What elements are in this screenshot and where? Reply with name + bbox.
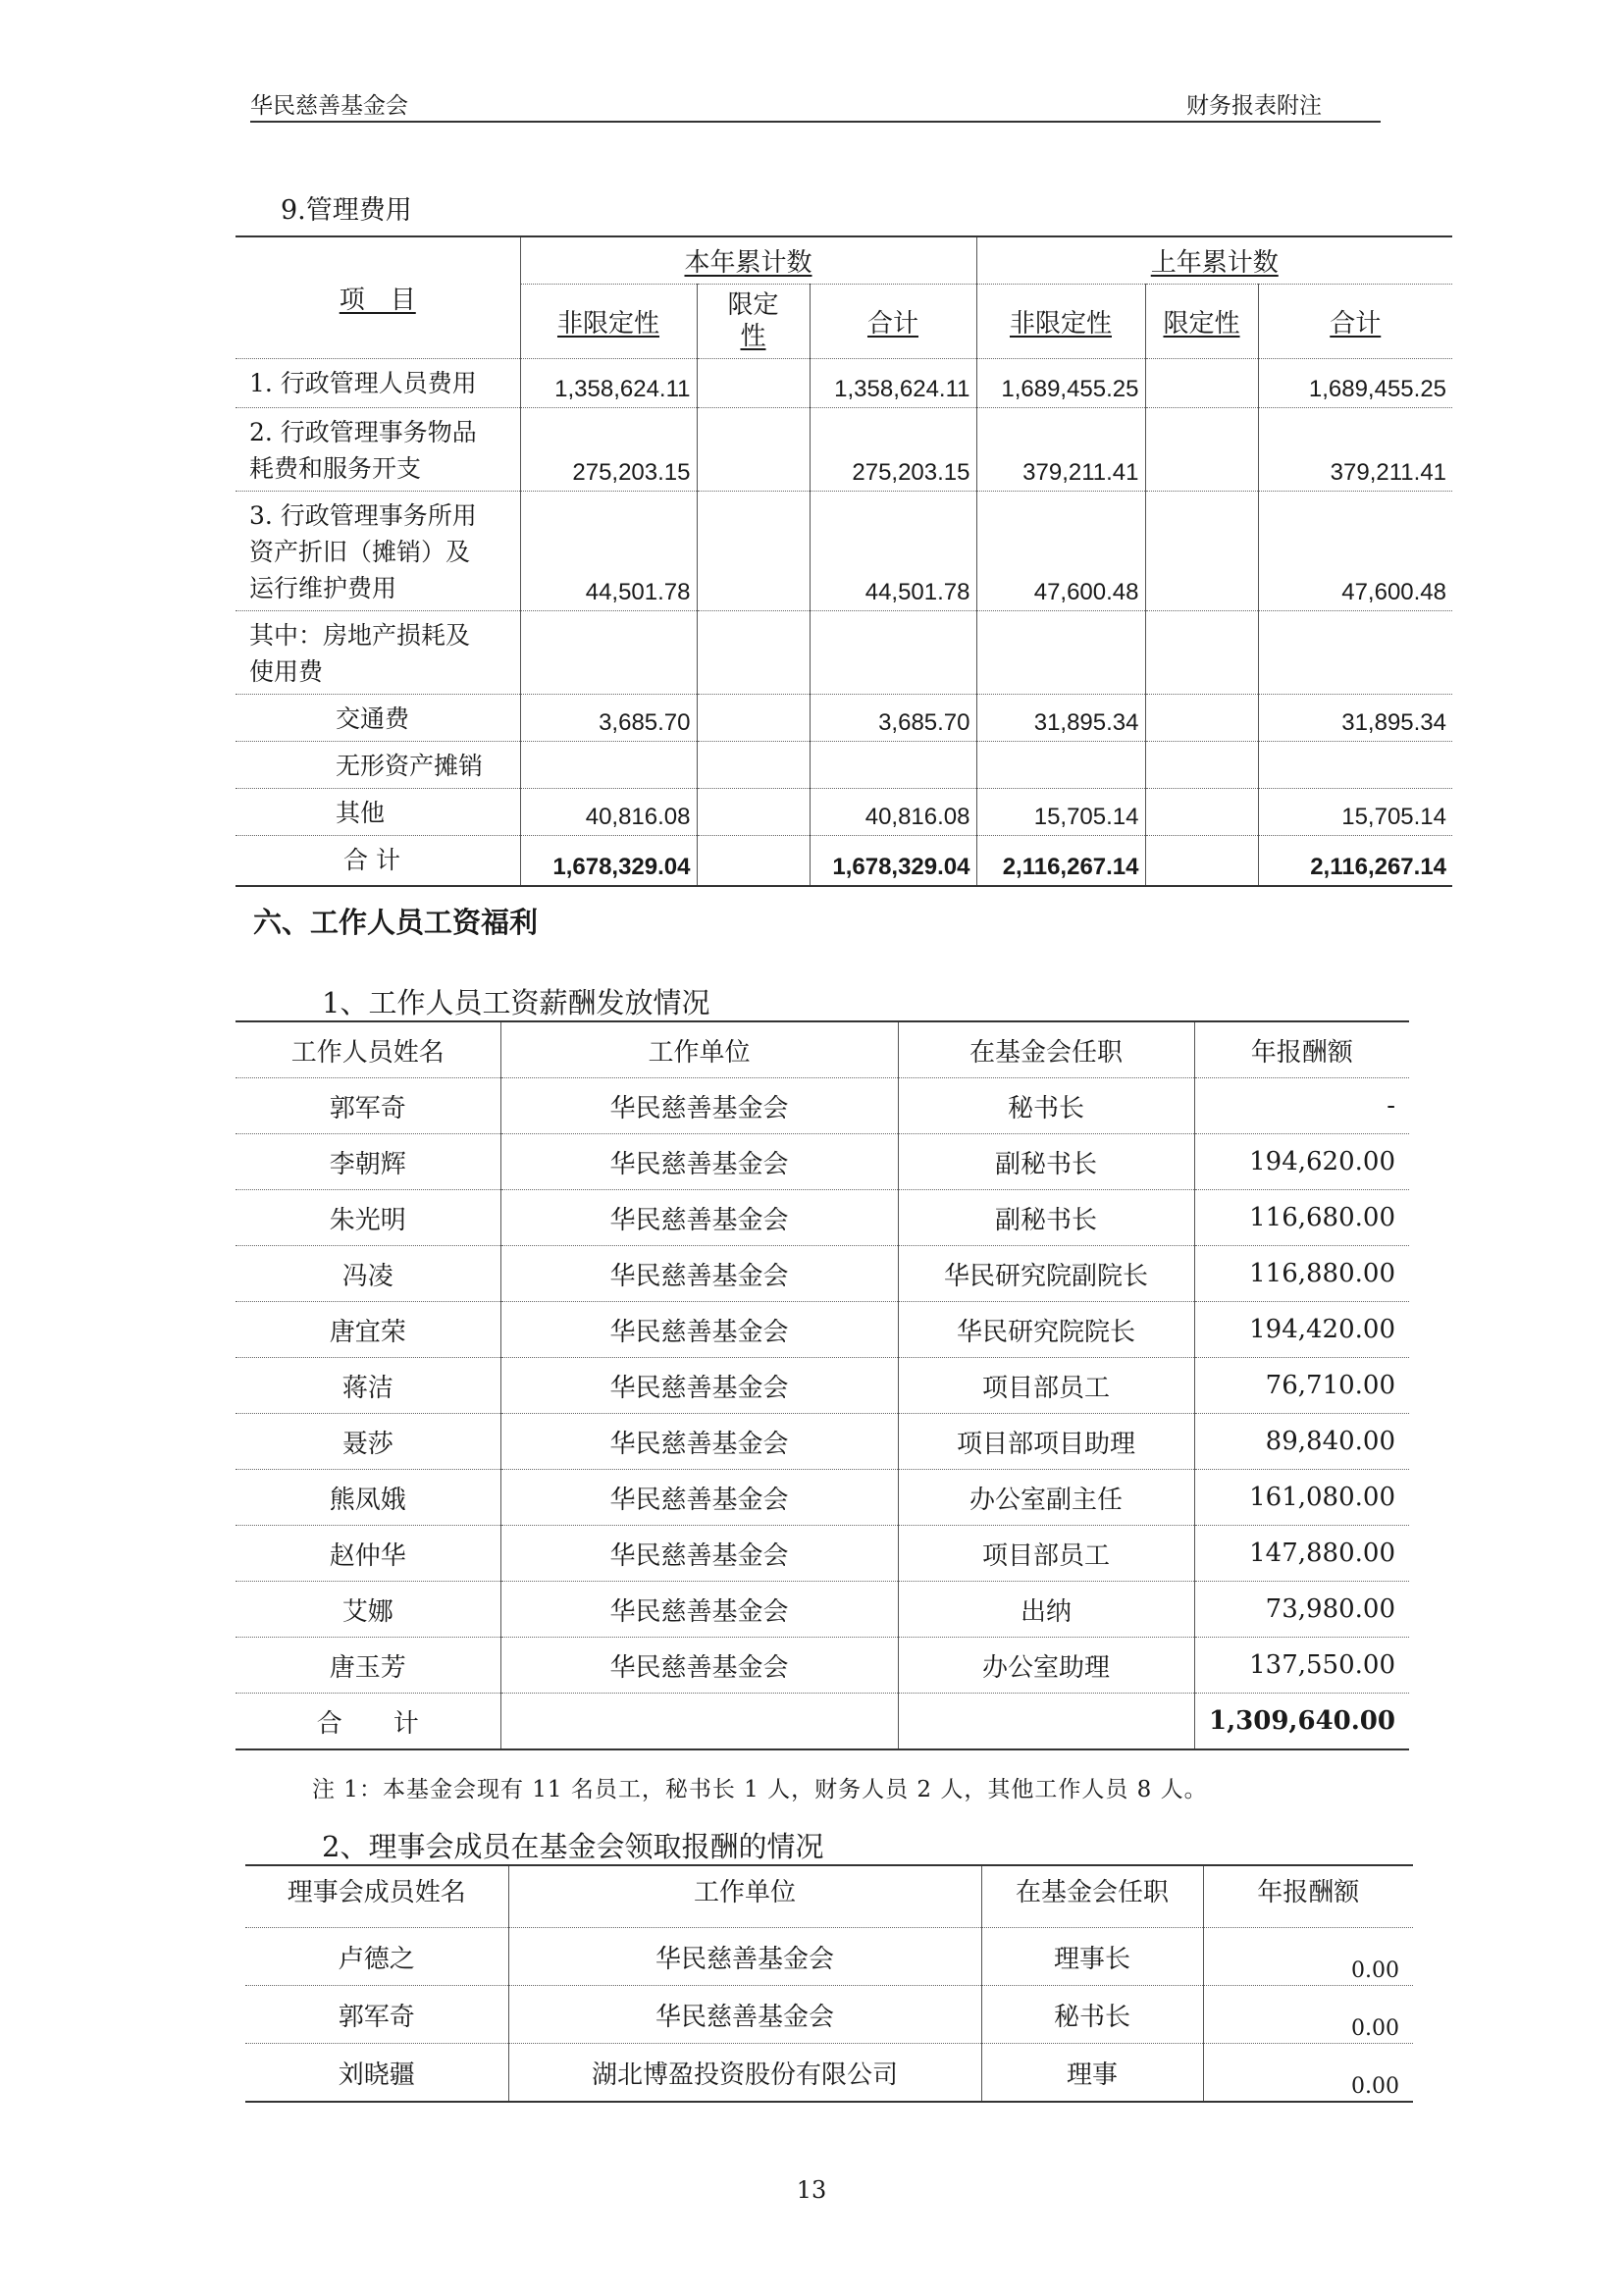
table-row: 刘晓疆 湖北博盈投资股份有限公司 理事 0.00 (245, 2044, 1413, 2103)
col-pri-restricted: 限定性 (1145, 284, 1258, 358)
mgmt-expense-title: 9.管理费用 (281, 195, 412, 226)
total-row: 合 计 1,309,640.00 (236, 1694, 1409, 1750)
table-row: 李朝辉 华民慈善基金会 副秘书长 194,620.00 (236, 1134, 1409, 1190)
group-prior-label: 上年累计数 (1150, 247, 1279, 278)
col-item-header: 项 目 (236, 236, 520, 358)
table-row: 无形资产摊销 (236, 741, 1452, 788)
table-row: 聂莎 华民慈善基金会 项目部项目助理 89,840.00 (236, 1414, 1409, 1470)
header-work-unit: 工作单位 (508, 1865, 981, 1928)
board-pay-title: 2、理事会成员在基金会领取报酬的情况 (322, 1830, 824, 1863)
header-annual-pay: 年报酬额 (1203, 1865, 1413, 1928)
section-six-title: 六、工作人员工资福利 (253, 906, 539, 939)
table-row: 交通费 3,685.70 3,685.70 31,895.34 31,895.34 (236, 694, 1452, 741)
table-row: 郭军奇 华民慈善基金会 秘书长 - (236, 1078, 1409, 1134)
col-pri-unrestricted: 非限定性 (976, 284, 1145, 358)
col-cur-unrestricted: 非限定性 (520, 284, 697, 358)
table-row: 2. 行政管理事务物品 耗费和服务开支 275,203.15 275,203.15 379,211.41 379,211.41 (236, 407, 1452, 491)
table-row: 艾娜 华民慈善基金会 出纳 73,980.00 (236, 1582, 1409, 1638)
staff-salary-title: 1、工作人员工资薪酬发放情况 (322, 986, 710, 1019)
col-cur-total: 合计 (810, 284, 976, 358)
header-board-name: 理事会成员姓名 (245, 1865, 508, 1928)
table-row: 朱光明 华民慈善基金会 副秘书长 116,680.00 (236, 1190, 1409, 1246)
col-cur-restricted: 限定 性 (697, 284, 810, 358)
table-header-row (245, 1865, 1413, 1928)
staff-salary-table (236, 1020, 1409, 1750)
table-row: 3. 行政管理事务所用 资产折旧（摊销）及 运行维护费用 44,501.78 44,501.78 47,600.48 47,600.48 (236, 491, 1452, 610)
board-pay-table (245, 1864, 1413, 2103)
total-row: 合 计 1,678,329.04 1,678,329.04 2,116,267.14 2,116,267.14 (236, 835, 1452, 886)
group-prior-year (976, 236, 1452, 284)
staff-note: 注 1：本基金会现有 11 名员工，秘书长 1 人，财务人员 2 人，其他工作人员 8 人。 (312, 1777, 1208, 1802)
header-position: 在基金会任职 (981, 1865, 1203, 1928)
table-row: 蒋洁 华民慈善基金会 项目部员工 76,710.00 (236, 1358, 1409, 1414)
page-header (250, 83, 1381, 123)
header-org-name: 华民慈善基金会 (250, 93, 408, 119)
table-row: 赵仲华 华民慈善基金会 项目部员工 147,880.00 (236, 1526, 1409, 1582)
table-row: 其中：房地产损耗及 使用费 (236, 610, 1452, 694)
table-row: 卢德之 华民慈善基金会 理事长 0.00 (245, 1928, 1413, 1986)
table-row: 熊凤娥 华民慈善基金会 办公室副主任 161,080.00 (236, 1470, 1409, 1526)
table-row: 唐玉芳 华民慈善基金会 办公室助理 137,550.00 (236, 1638, 1409, 1694)
table-row: 1. 行政管理人员费用 1,358,624.11 1,358,624.11 1,689,455.25 1,689,455.25 (236, 358, 1452, 407)
mgmt-expense-table (236, 235, 1452, 887)
col-pri-total: 合计 (1258, 284, 1452, 358)
table-row: 其他 40,816.08 40,816.08 15,705.14 15,705.14 (236, 788, 1452, 835)
header-work-unit: 工作单位 (500, 1021, 898, 1078)
header-annual-pay: 年报酬额 (1194, 1021, 1409, 1078)
group-current-year (520, 236, 976, 284)
group-current-label: 本年累计数 (684, 247, 812, 278)
table-header-row (236, 1021, 1409, 1078)
page-number: 13 (796, 2176, 827, 2204)
table-row: 唐宜荣 华民慈善基金会 华民研究院院长 194,420.00 (236, 1302, 1409, 1358)
header-position: 在基金会任职 (898, 1021, 1194, 1078)
header-doc-type: 财务报表附注 (1186, 93, 1322, 119)
table-row: 郭军奇 华民慈善基金会 秘书长 0.00 (245, 1986, 1413, 2044)
header-staff-name: 工作人员姓名 (236, 1021, 500, 1078)
table-row: 冯凌 华民慈善基金会 华民研究院副院长 116,880.00 (236, 1246, 1409, 1302)
